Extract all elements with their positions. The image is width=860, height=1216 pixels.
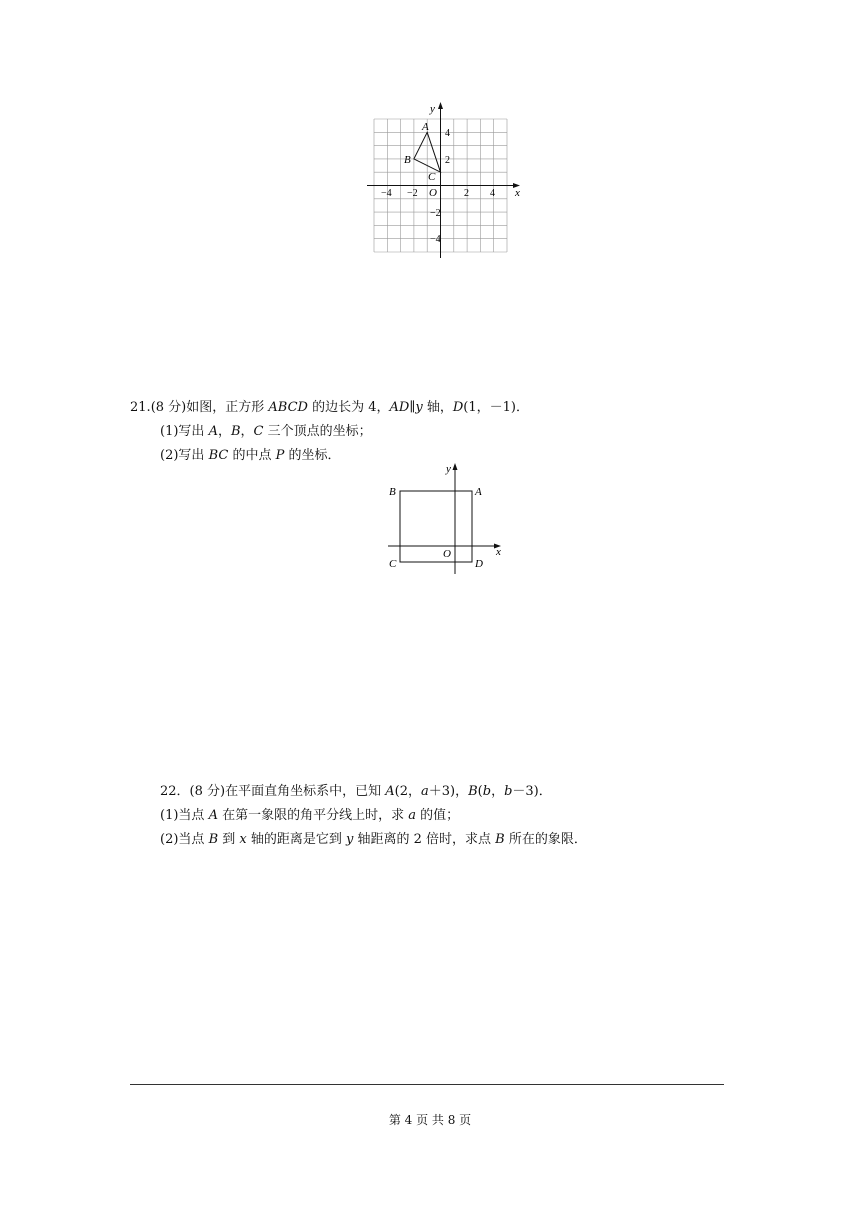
point-a: A	[208, 808, 218, 823]
vertex-label-d: D	[475, 558, 483, 570]
var-a: a	[408, 808, 416, 823]
vertex-label-c: C	[389, 558, 397, 570]
part-text: 轴的距离是它到	[246, 832, 346, 847]
x-tick-label: 2	[464, 188, 469, 199]
part-text: (2)写出	[160, 448, 209, 463]
y-axis-label: y	[446, 463, 451, 475]
part-text: 所在的象限．	[504, 832, 587, 847]
var-b: b	[482, 784, 492, 799]
x-var: x	[239, 832, 247, 847]
part-text: ，	[217, 424, 231, 439]
square-name: ABCD	[268, 400, 308, 415]
part-text: 三个顶点的坐标；	[263, 424, 372, 439]
stem-text: 的边长为 4，	[307, 400, 390, 415]
point-c: C	[253, 424, 264, 439]
point-a: A	[385, 784, 395, 799]
x-tick-label: −4	[381, 188, 392, 199]
question-21-stem	[130, 396, 529, 420]
part-text: (1)当点	[160, 808, 209, 823]
vertex-label-a: A	[475, 486, 482, 498]
y-axis-arrow	[453, 463, 458, 470]
point-p: P	[275, 448, 285, 463]
point-b: B	[230, 424, 241, 439]
question-number: 22．	[160, 784, 190, 799]
origin-label: O	[429, 187, 437, 199]
axes	[367, 105, 517, 258]
point-label-b: B	[404, 154, 411, 166]
segment-ad: AD	[389, 400, 410, 415]
stem-text: (1，－1)．	[463, 400, 529, 415]
y-axis-arrow	[438, 102, 443, 109]
question-score: (8 分)	[189, 784, 226, 799]
x-tick-labels	[381, 188, 495, 199]
part-text: (2)当点	[160, 832, 209, 847]
x-tick-label: −2	[407, 188, 418, 199]
stem-text: ，	[491, 784, 505, 799]
question-score: (8 分)	[150, 400, 187, 415]
question-22-part-1	[160, 804, 459, 828]
x-axis-label: x	[496, 546, 501, 558]
question-21-part-1	[160, 420, 372, 444]
y-var: y	[415, 400, 423, 415]
x-tick-label: 4	[490, 188, 495, 199]
y-axis-label: y	[430, 103, 435, 115]
stem-text: (	[477, 784, 483, 799]
footer-divider	[130, 1084, 724, 1085]
question-22-part-2	[160, 828, 587, 852]
square-figure	[380, 460, 515, 580]
stem-text: －3)．	[512, 784, 552, 799]
question-21-part-2	[160, 444, 340, 468]
part-text: 的坐标．	[284, 448, 341, 463]
part-text: 轴距离的 2 倍时，求点	[353, 832, 496, 847]
origin-label: O	[443, 548, 451, 560]
y-tick-label: −2	[430, 208, 441, 219]
part-text: 在第一象限的角平分线上时，求	[217, 808, 409, 823]
point-b: B	[495, 832, 505, 847]
coordinate-grid-figure	[362, 100, 532, 260]
stem-text: ＋3)，	[428, 784, 469, 799]
part-text: 的中点	[228, 448, 276, 463]
point-d: D	[452, 400, 464, 415]
question-22-stem	[160, 780, 552, 804]
square-abcd	[400, 491, 472, 562]
part-text: 到	[218, 832, 240, 847]
y-var: y	[346, 832, 354, 847]
segment-bc: BC	[208, 448, 229, 463]
var-b: b	[504, 784, 513, 799]
y-tick-label: 4	[445, 128, 450, 139]
point-label-c: C	[428, 171, 436, 183]
point-a: A	[208, 424, 218, 439]
parallel-sign: ∥	[409, 400, 416, 415]
var-a: a	[420, 784, 429, 799]
part-text: ，	[240, 424, 254, 439]
point-label-a: A	[422, 121, 429, 133]
stem-text: 在平面直角坐标系中，已知	[225, 784, 386, 799]
x-axis-label: x	[515, 187, 520, 199]
stem-text: 如图，正方形	[186, 400, 269, 415]
part-text: (1)写出	[160, 424, 209, 439]
part-text: 的值；	[415, 808, 460, 823]
point-b: B	[468, 784, 478, 799]
vertex-label-b: B	[389, 486, 396, 498]
y-tick-label: 2	[445, 155, 450, 166]
page-number: 第 4 页 共 8 页	[388, 1113, 472, 1127]
point-b: B	[208, 832, 219, 847]
y-tick-label: −4	[430, 234, 441, 245]
question-number: 21.	[130, 400, 151, 415]
stem-text: 轴，	[422, 400, 453, 415]
stem-text: (2，	[394, 784, 421, 799]
